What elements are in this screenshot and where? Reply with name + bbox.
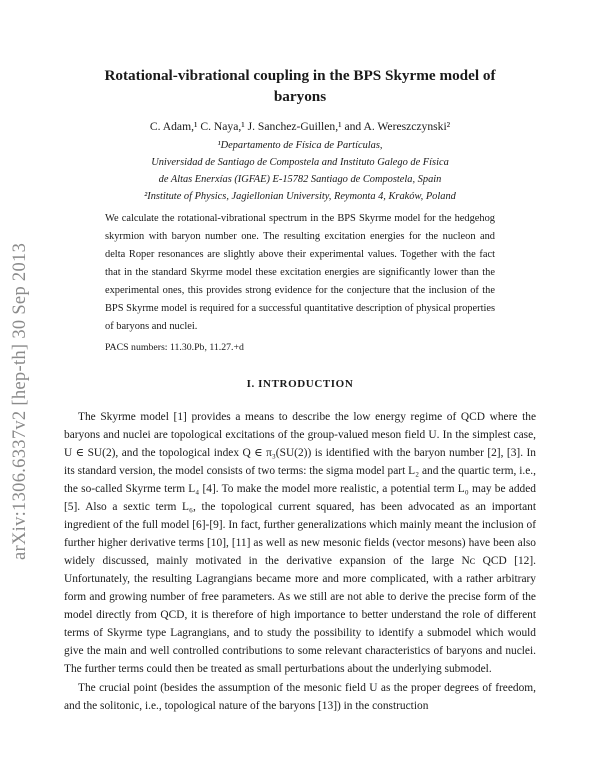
affiliation-line: de Altas Enerxías (IGFAE) E-15782 Santiago de Compostela, Spain	[158, 174, 442, 185]
pacs-numbers: PACS numbers: 11.30.Pb, 11.27.+d	[105, 342, 244, 353]
affiliation-line: ²Institute of Physics, Jagiellonian University, Reymonta 4, Kraków, Poland	[144, 191, 456, 202]
abstract: We calculate the rotational-vibrational spectrum in the BPS Skyrme model for the hedgehog skyrmion with baryon number one. The resulting excitation energies for the nucleon and delta Roper resonances are slightly above their experimental values. Together with the fact that in the standard Skyrme model these excitation energies are significantly lower than the experimental ones, this provides strong evidence for the conjecture that the inclusion of the BPS Skyrme model is required for a successful quantitative description of physical properties of baryons and nuclei.	[105, 213, 495, 332]
affiliations	[60, 137, 540, 205]
section-heading: I. INTRODUCTION	[246, 378, 354, 390]
paragraph: The Skyrme model [1] provides a means to describe the low energy regime of QCD where the baryons and nuclei are topological excitations of the group-valued meson field U. In the simplest case, U ∈ SU(2), and the topological index Q ∈ π₃(SU(2)) is identified with the baryon number [2], [3]. In its standard version, the model consists of two terms: the sigma model part L₂ and the quartic term, i.e., the so-called Skyrme term L₄ [4]. To make the model more realistic, a potential term L₀ may be added [5]. Also a sextic term L₆, the topological current squared, has been advocated as an important ingredient of the full model [6]-[9]. In fact, further generalizations which mainly meant the inclusion of further higher derivative terms [10], [11] as well as new mesonic fields (vector mesons) have been also widely discussed, mainly motivated in the derivative expansion of the large Nᴄ QCD [12]. Unfortunately, the resulting Lagrangians became more and more complicated, with a rather arbitrary form and growing number of free parameters. As we still are not able to derive the precise form of the model directly from QCD, it is therefore of high importance to better understand the role of different terms of Skyrme type Lagrangians, and to study the possibility to identify a submodel which would give the main and well controlled contributions to some relevant characteristics of baryons and nuclei. The further terms could then be treated as small perturbations about the underlying submodel.	[64, 411, 536, 675]
introduction-body	[64, 408, 536, 715]
affiliation-line: ¹Departamento de Física de Partículas,	[217, 140, 383, 151]
arxiv-identifier: arXiv:1306.6337v2 [hep-th] 30 Sep 2013	[10, 242, 30, 560]
paper-title: Rotational-vibrational coupling in the BPS Skyrme model of baryons	[104, 67, 496, 105]
author-list: C. Adam,¹ C. Naya,¹ J. Sanchez-Guillen,¹ and A. Wereszczynski²	[149, 120, 451, 133]
affiliation-line: Universidad de Santiago de Compostela and Instituto Galego de Física	[151, 157, 449, 168]
paragraph: The crucial point (besides the assumption of the mesonic field U as the proper degrees of freedom, and the solitonic, i.e., topological nature of the baryons [13]) in the construction	[64, 682, 536, 712]
